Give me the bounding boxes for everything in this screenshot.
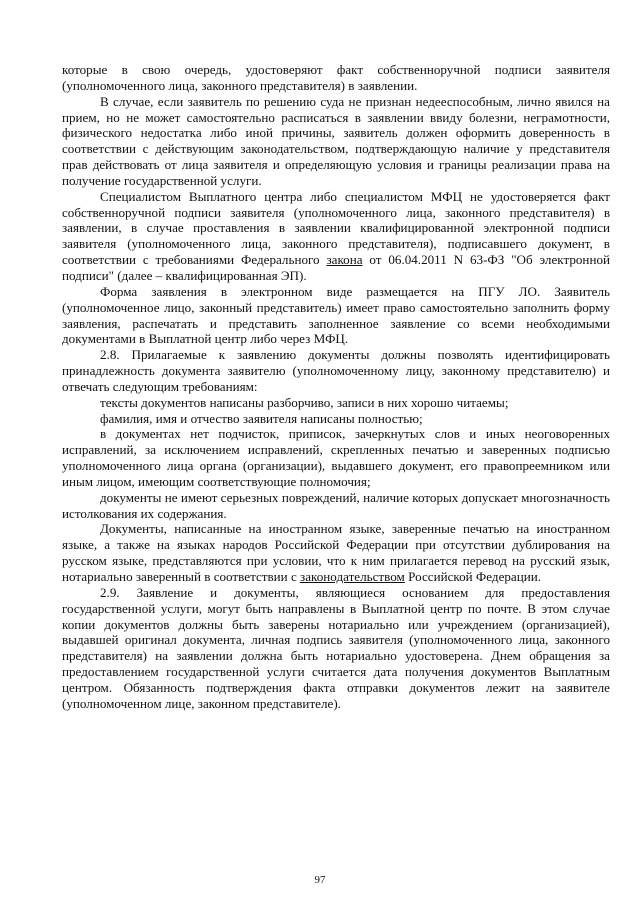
paragraph-section-2-9: 2.9. Заявление и документы, являющиеся основанием для предоставления государственной услуги, могут быть направлены в Выплатной центр по почте. В этом случае копии документов должны быть заверены нотариально или учреждением (организацией), выдавшей оригинал документа, личная подпись заявителя (уполномоченного лица, законного представителя) на заявлении должна быть нотариально удостоверена. Днем обращения за предоставлением государственной услуги считается дата получения документов Выплатным центром. Обязанность подтверждения факта отправки документов лежит на заявителе (уполномоченном лице, законном представителе). bbox=[62, 584, 610, 711]
paragraph-text: от 06.04.2011 N 63-ФЗ "Об электронной подписи" (далее – квалифицированная ЭП). bbox=[62, 252, 610, 283]
page-number: 97 bbox=[314, 874, 326, 886]
requirement-item: фамилия, имя и отчество заявителя написаны полностью; bbox=[100, 410, 423, 426]
document-body bbox=[62, 62, 610, 712]
paragraph-foreign-documents bbox=[62, 521, 610, 584]
requirement-item: в документах нет подчисток, приписок, зачеркнутых слов и иных неоговоренных исправлений, за исключением исправлений, скрепленных печатью и заверенных подписью уполномоченного лица органа (организации), выдавшего документ, его правопреемником или иным лицом, имеющим соответствующие полномочия; bbox=[62, 426, 610, 489]
paragraph-electronic-signature bbox=[62, 189, 610, 284]
paragraph-section-2-8: 2.8. Прилагаемые к заявлению документы должны позволять идентифицировать принадлежность документа заявителю (уполномоченному лицу, законному представителю) и отвечать следующим требованиям: bbox=[62, 347, 610, 394]
paragraph-text: Российской Федерации. bbox=[404, 569, 542, 584]
paragraph-text: Документы, написанные на иностранном языке, заверенные печатью на иностранном языке, а также на языках народов Российской Федерации при отсутствии дублирования на русском языке, представляются при условии, что к ним прилагается перевод на русский язык, нотариально заверенный в соответствии с bbox=[62, 521, 610, 584]
paragraph-electronic-form: Форма заявления в электронном виде размещается на ПГУ ЛО. Заявитель (уполномоченное лицо, законный представитель) имеет право самостоятельно заполнить форму заявления, распечатать и представить заполненное заявление со всеми необходимыми документами в Выплатной центр либо через МФЦ. bbox=[62, 283, 610, 347]
paragraph-incapacity-case: В случае, если заявитель по решению суда не признан недееспособным, лично явился на прием, но не может самостоятельно расписаться в заявлении ввиду болезни, неграмотности, физического недостатка либо иной причины, заявитель должен оформить доверенность в соответствии с действующим законодательством, подтверждающую наличие у представителя прав действовать от лица заявителя и определяющую условия и границы реализации права на получение государственной услуги. bbox=[62, 93, 610, 188]
legislation-link[interactable]: законодательством bbox=[300, 569, 405, 584]
paragraph-text: Специалистом Выплатного центра либо специалистом МФЦ не удостоверяется факт собственноручной подписи заявителя (уполномоченного лица, законного представителя) в заявлении, в случае проставления в заявлении квалифицированной электронной подписи заявителя (уполномоченного лица, законного представителя), подписавшего документ, в соответствии с требованиями Федерального bbox=[62, 188, 610, 268]
paragraph-continuation: которые в свою очередь, удостоверяют факт собственноручной подписи заявителя (уполномоченного лица, законного представителя) в заявлении. bbox=[62, 62, 610, 93]
requirement-item: тексты документов написаны разборчиво, записи в них хорошо читаемы; bbox=[100, 394, 509, 410]
requirement-item: документы не имеют серьезных повреждений, наличие которых допускает многозначность истолкования их содержания. bbox=[62, 489, 610, 521]
law-link[interactable]: закона bbox=[326, 252, 363, 268]
